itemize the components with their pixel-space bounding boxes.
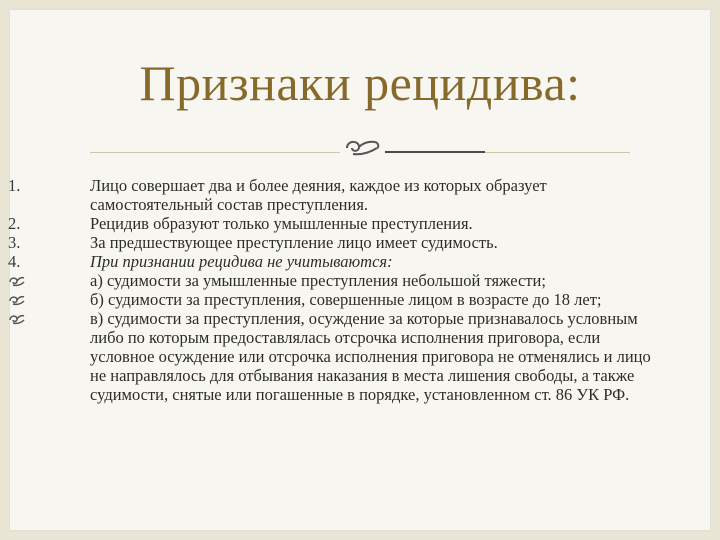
list-item (8, 252, 668, 271)
scroll-bullet-icon (8, 312, 26, 326)
item-number: 2. (8, 214, 21, 233)
list-item (8, 309, 668, 404)
item-text: б) судимости за преступления, совершенные лицом в возрасте до 18 лет; (90, 290, 602, 309)
item-text: При признании рецидива не учитываются: (90, 252, 393, 271)
scroll-bullet-icon (8, 274, 26, 288)
list-item (8, 176, 668, 214)
item-number: 4. (8, 252, 21, 271)
scroll-bullet-icon (8, 293, 26, 307)
item-text: а) судимости за умышленные преступления небольшой тяжести; (90, 271, 546, 290)
item-number: 1. (8, 176, 21, 195)
item-number: 3. (8, 233, 21, 252)
item-text: Рецидив образуют только умышленные преступления. (90, 214, 473, 233)
list-item (8, 271, 668, 290)
list-item (8, 233, 668, 252)
list-item (8, 214, 668, 233)
item-text: Лицо совершает два и более деяния, каждое из которых образует самостоятельный состав преступления. (90, 176, 547, 214)
content-list (8, 176, 668, 404)
list-item (8, 290, 668, 309)
title-divider-left (90, 152, 340, 153)
page-title: Признаки рецидива: (139, 55, 581, 111)
item-text: в) судимости за преступления, осуждение за которые признавалось условным либо по которым предоставлялась отсрочка исполнения приговора, если условное осуждение или отсрочка исполнения приговора не отменялись и лицо не направлялось для отбывания наказания в места лишения свободы, а также судимости, снятые или погашенные в порядке, установленном ст. 86 УК РФ. (90, 309, 651, 404)
item-text: За предшествующее преступление лицо имеет судимость. (90, 233, 498, 252)
title-divider-accent (385, 151, 485, 153)
scroll-ornament-icon (341, 134, 383, 160)
